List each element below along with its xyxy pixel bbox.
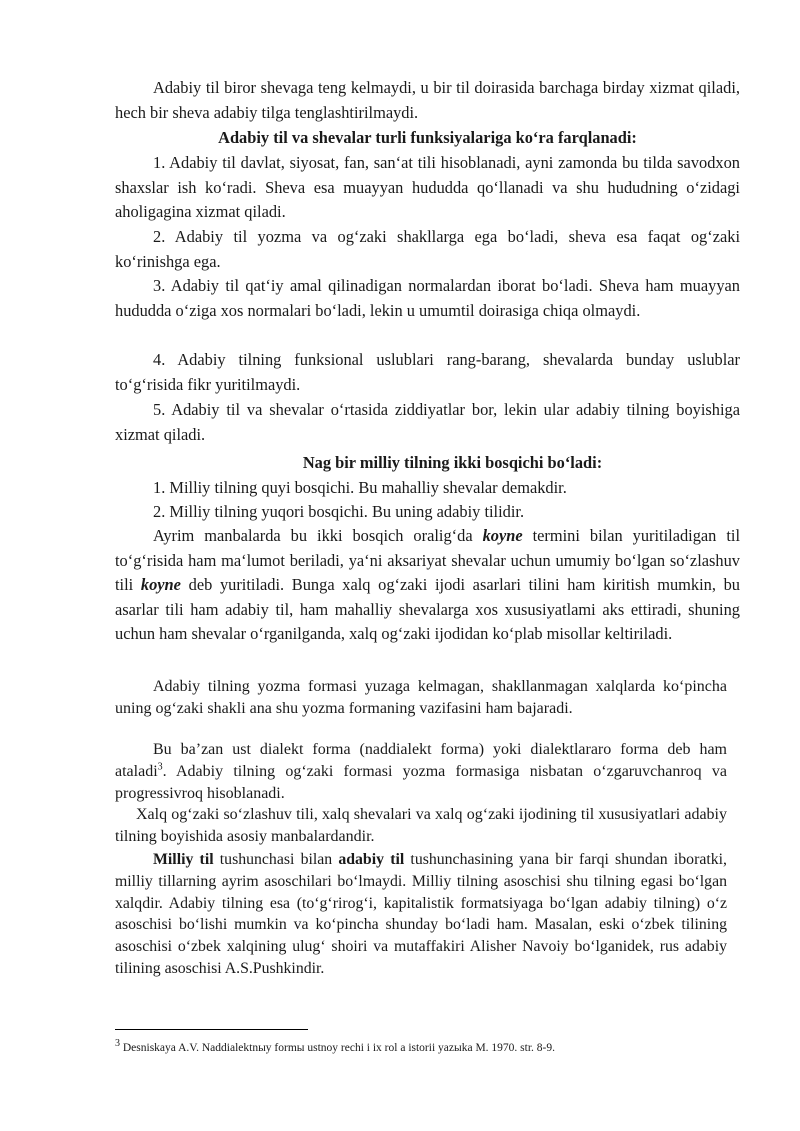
paragraph-intro: Adabiy til biror shevaga teng kelmaydi, u bir til doirasida barchaga birday xizmat qiladi, hech bir sheva adabiy tilga tenglashtirilmaydi. — [115, 78, 740, 122]
list-item: 4. Adabiy tilning funksional uslublari rang-barang, shevalarda bunday uslublar to‘g‘risida fikr yuritilmaydi. — [115, 350, 740, 394]
text-span: tushunchasi bilan — [213, 851, 339, 868]
list-item: 3. Adabiy til qat‘iy amal qilinadigan normalardan iborat bo‘ladi. Sheva ham muayyan hududda o‘ziga xos normalari bo‘ladi, lekin u umumtil doirasiga chiqa olmaydi. — [115, 276, 740, 320]
text-span: . Adabiy tilning og‘zaki formasi yozma formasiga nisbatan o‘zgaruvchanroq va progressivroq hisoblanadi. — [115, 763, 727, 802]
footnote-ref: 3 — [157, 761, 163, 773]
paragraph-sources: Xalq og‘zaki so‘zlashuv tili, xalq shevalari va xalq og‘zaki ijodining til xususiyatlari adabiy tilning boyishida asosiy manbalardandir. — [115, 806, 727, 845]
text-span: tushunchasining yana bir farqi shundan iboratki, milliy tillarning ayrim asoschilari bo‘lmaydi. Milliy tilning asoschisi shu tilning egasi bo‘lgan xalqdir. Adabiy tilning esa (to‘g‘rirog‘i, kapitalistik formatsiyaga bo‘lgan adabiy tilning) o‘z asoschisi bo‘lishi mumkin va ko‘pincha shunday bo‘ladi ham. Masalan, eski o‘zbek tilining asoschisi o‘zbek xalqining ulug‘ shoiri va mutaffakiri Alisher Navoiy bo‘lganidek, rus adabiy tilining asoschisi A.S.Pushkindir. — [115, 851, 727, 977]
footnote-divider — [115, 1029, 308, 1030]
text-span: termini bilan yuritiladigan til to‘g‘risida ham ma‘lumot beriladi, ya‘ni aksariyat shevalar uchun umumiy bo‘lgan so‘zlashuv tili — [115, 526, 741, 595]
list-item: 1. Adabiy til davlat, siyosat, fan, san‘at tili hisoblanadi, ayni zamonda bu tilda savodxon shaxslar ish ko‘radi. Sheva esa muayyan hududda qo‘llanadi va shu hududning o‘zidagi aholigagina xizmat qiladi. — [115, 153, 740, 222]
heading-stages: Nag bir milliy tilning ikki bosqichi bo‘ladi: — [302, 453, 603, 472]
paragraph-national-language — [115, 849, 727, 980]
paragraph-naddialekt — [115, 739, 727, 805]
text-span: Bu ba’zan ust dialekt forma (naddialekt forma) yoki dialektlararo forma deb ham ataladi — [115, 741, 727, 780]
list-item: 2. Milliy tilning yuqori bosqichi. Bu uning adabiy tilidir. — [153, 502, 525, 521]
footnote-number: 3 — [115, 1038, 120, 1050]
list-item: 2. Adabiy til yozma va og‘zaki shakllarga ega bo‘ladi, sheva esa faqat og‘zaki ko‘rinishga ega. — [115, 227, 740, 271]
paragraph-koyne — [115, 524, 740, 647]
term-milliy-til: Milliy til — [153, 851, 214, 868]
footnote-text: Desniskaya A.V. Naddialektnыy formы ustnoy rechi i ix rol a istorii yazыka M. 1970. str. 8-9. — [120, 1042, 555, 1054]
footnote — [115, 1038, 740, 1055]
heading-functions: Adabiy til va shevalar turli funksiyalariga ko‘ra farqlanadi: — [218, 128, 637, 147]
term-adabiy-til: adabiy til — [338, 851, 405, 868]
paragraph-written-form: Adabiy tilning yozma formasi yuzaga kelmagan, shakllanmagan xalqlarda ko‘pincha uning og‘zaki shakli ana shu yozma formaning vazifasini ham bajaradi. — [115, 678, 727, 717]
list-item: 1. Milliy tilning quyi bosqichi. Bu mahalliy shevalar demakdir. — [153, 478, 567, 497]
text-span: deb yuritiladi. Bunga xalq og‘zaki ijodi asarlari tilini ham kiritish mumkin, bu asarlar tili ham adabiy til, ham mahalliy shevalarga xos xususiyatlami aks ettiradi, shuning uchun ham shevalar o‘rganilganda, xalq og‘zaki ijodidan ko‘plab misollar keltiriladi. — [115, 575, 740, 644]
term-koyne: koyne — [140, 575, 181, 595]
term-koyne: koyne — [482, 526, 523, 545]
text-span: Ayrim manbalarda bu ikki bosqich oralig‘da — [153, 526, 483, 545]
list-item: 5. Adabiy til va shevalar o‘rtasida ziddiyatlar bor, lekin ular adabiy tilning boyishiga xizmat qiladi. — [115, 400, 740, 444]
